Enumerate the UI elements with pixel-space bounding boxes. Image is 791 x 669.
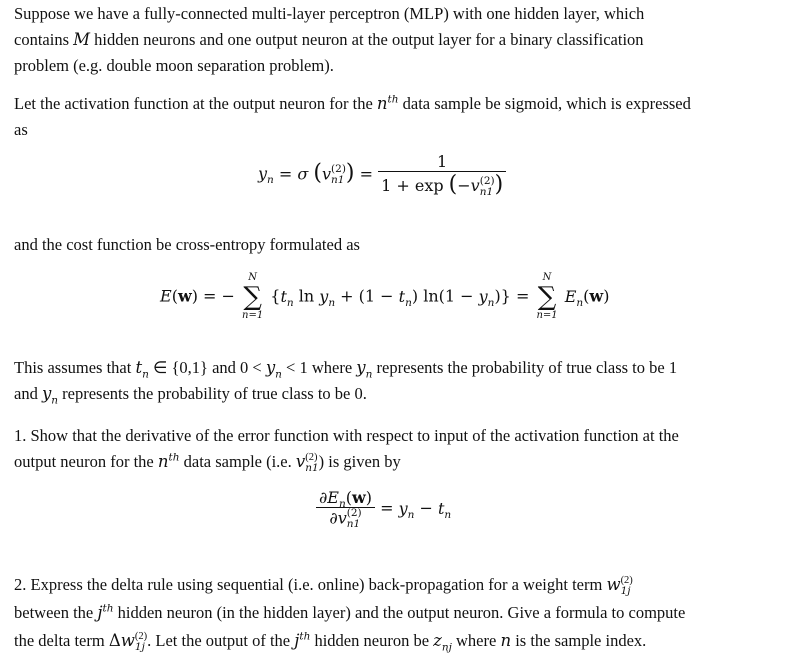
activation-paragraph: Let the activation function at the output neuron for the $n^{th}$ data sample be sigmoid, which is expressed as: [14, 93, 691, 139]
assumption-paragraph: This assumes that $t_n$ ∈ {0,1} and $0 < y_n < 1$ where $y_n$ represents the probability of true class to be 1 and $y_n$ represents the probability of true class to be 0.: [14, 358, 678, 407]
sigmoid-equation: $y_n = \sigma$ (v(2) n1) = 1 1 + exp (−v(2) n1): [258, 152, 506, 198]
intro-paragraph: Suppose we have a fully-connected multi-layer perceptron (MLP) with one hidden layer, which contains M hidden neurons and one output neuron at the output layer for a binary classification problem (e.g. double moon separation problem).: [14, 4, 645, 75]
question-2: 2. Express the delta rule using sequential (i.e. online) back-propagation for a weight term w(2) 1j between the $j^{th}$ hidden neuron (in the hidden layer) and the output neuron. Give a formula to compute the delta term Δw(2) 1j . Let the output of the $j^{th}$ hidden neuron be $z_{nj}$ where n is the sample index.: [14, 575, 686, 654]
cost-equation: E(w) = − N ∑ n=1 {$t_n$ $\ln y_n + (1 - t_n) \ln(1 - y_n)$} = N ∑ n=1 $E_n(w)$: [160, 272, 610, 321]
cost-paragraph: and the cost function be cross-entropy formulated as: [14, 235, 360, 254]
derivative-equation: $\partial E_n(w)$ ∂v(2) n1 = $y_n - t_n$: [316, 488, 451, 530]
sigmoid-numerator: 1: [378, 152, 506, 172]
question-1: 1. Show that the derivative of the error function with respect to input of the activation function at the output neuron for the $n^{th}$ data sample (i.e. v(2) n1) is given by: [14, 426, 679, 475]
